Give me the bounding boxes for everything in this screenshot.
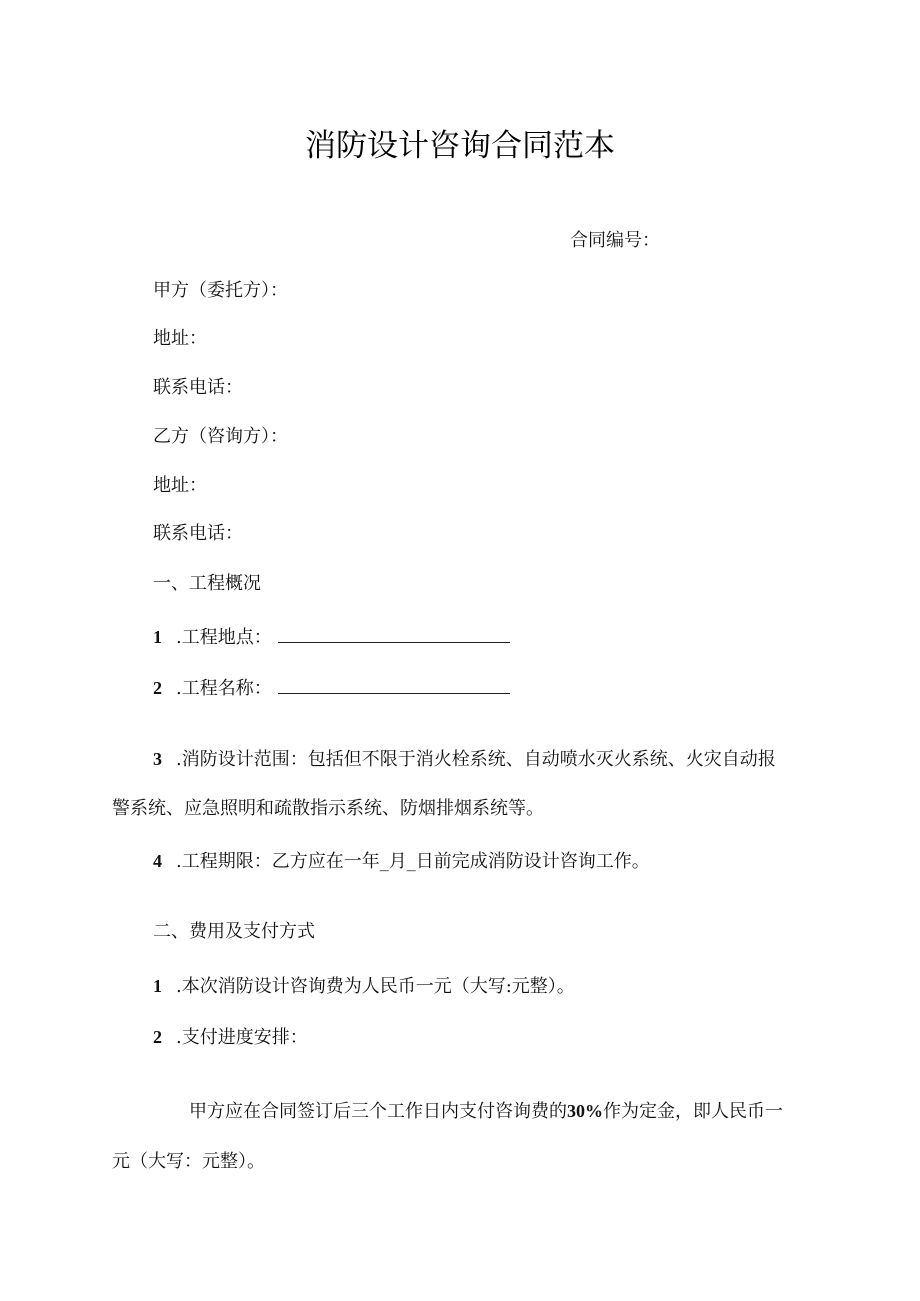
payment-paragraph-continuation: 元（大写：元整）。 [112, 1151, 265, 1172]
payment-text-before: 甲方应在合同签订后三个工作日内支付咨询费的 [189, 1101, 567, 1122]
section-2-item-1 [153, 974, 575, 999]
section-1-item-3 [153, 747, 776, 772]
item-text: .工程地点： [176, 627, 272, 648]
deposit-percent: 30% [567, 1101, 603, 1121]
item-number: 2 [153, 1027, 162, 1047]
payment-paragraph [189, 1099, 783, 1124]
party-b-address-label: 地址： [153, 475, 207, 496]
fill-in-blank-line [278, 677, 510, 694]
section-1-item-4 [153, 849, 650, 874]
document-title: 消防设计咨询合同范本 [305, 128, 615, 164]
payment-text-after: 作为定金，即人民币一 [603, 1101, 783, 1122]
contract-number-label: 合同编号： [570, 230, 660, 251]
item-number: 3 [153, 749, 162, 769]
section-2-item-2 [153, 1025, 308, 1050]
party-a-name-label: 甲方（委托方）： [153, 280, 288, 301]
section-1-item-2 [153, 676, 510, 701]
item-text: .本次消防设计咨询费为人民币一元（大写:元整）。 [176, 976, 575, 997]
party-a-phone-label: 联系电话： [153, 377, 243, 398]
party-b-name-label: 乙方（咨询方）： [153, 426, 288, 447]
party-b-phone-label: 联系电话： [153, 523, 243, 544]
item-text: .工程期限：乙方应在一年_月_日前完成消防设计咨询工作。 [176, 851, 650, 872]
party-a-address-label: 地址： [153, 328, 207, 349]
item-text: .消防设计范围：包括但不限于消火栓系统、自动喷水灭火系统、火灾自动报 [176, 749, 776, 770]
item-text: .支付进度安排： [176, 1027, 308, 1048]
item-number: 1 [153, 627, 162, 647]
section-1-item-1 [153, 625, 510, 650]
section-2-heading: 二、费用及支付方式 [153, 921, 315, 942]
section-1-heading: 一、工程概况 [153, 573, 261, 594]
item-text: .工程名称： [176, 678, 272, 699]
item-number: 4 [153, 851, 162, 871]
fill-in-blank-line [278, 626, 510, 643]
item-number: 2 [153, 678, 162, 698]
item-number: 1 [153, 976, 162, 996]
section-1-item-3-continuation: 警系统、应急照明和疏散指示系统、防烟排烟系统等。 [112, 798, 544, 819]
